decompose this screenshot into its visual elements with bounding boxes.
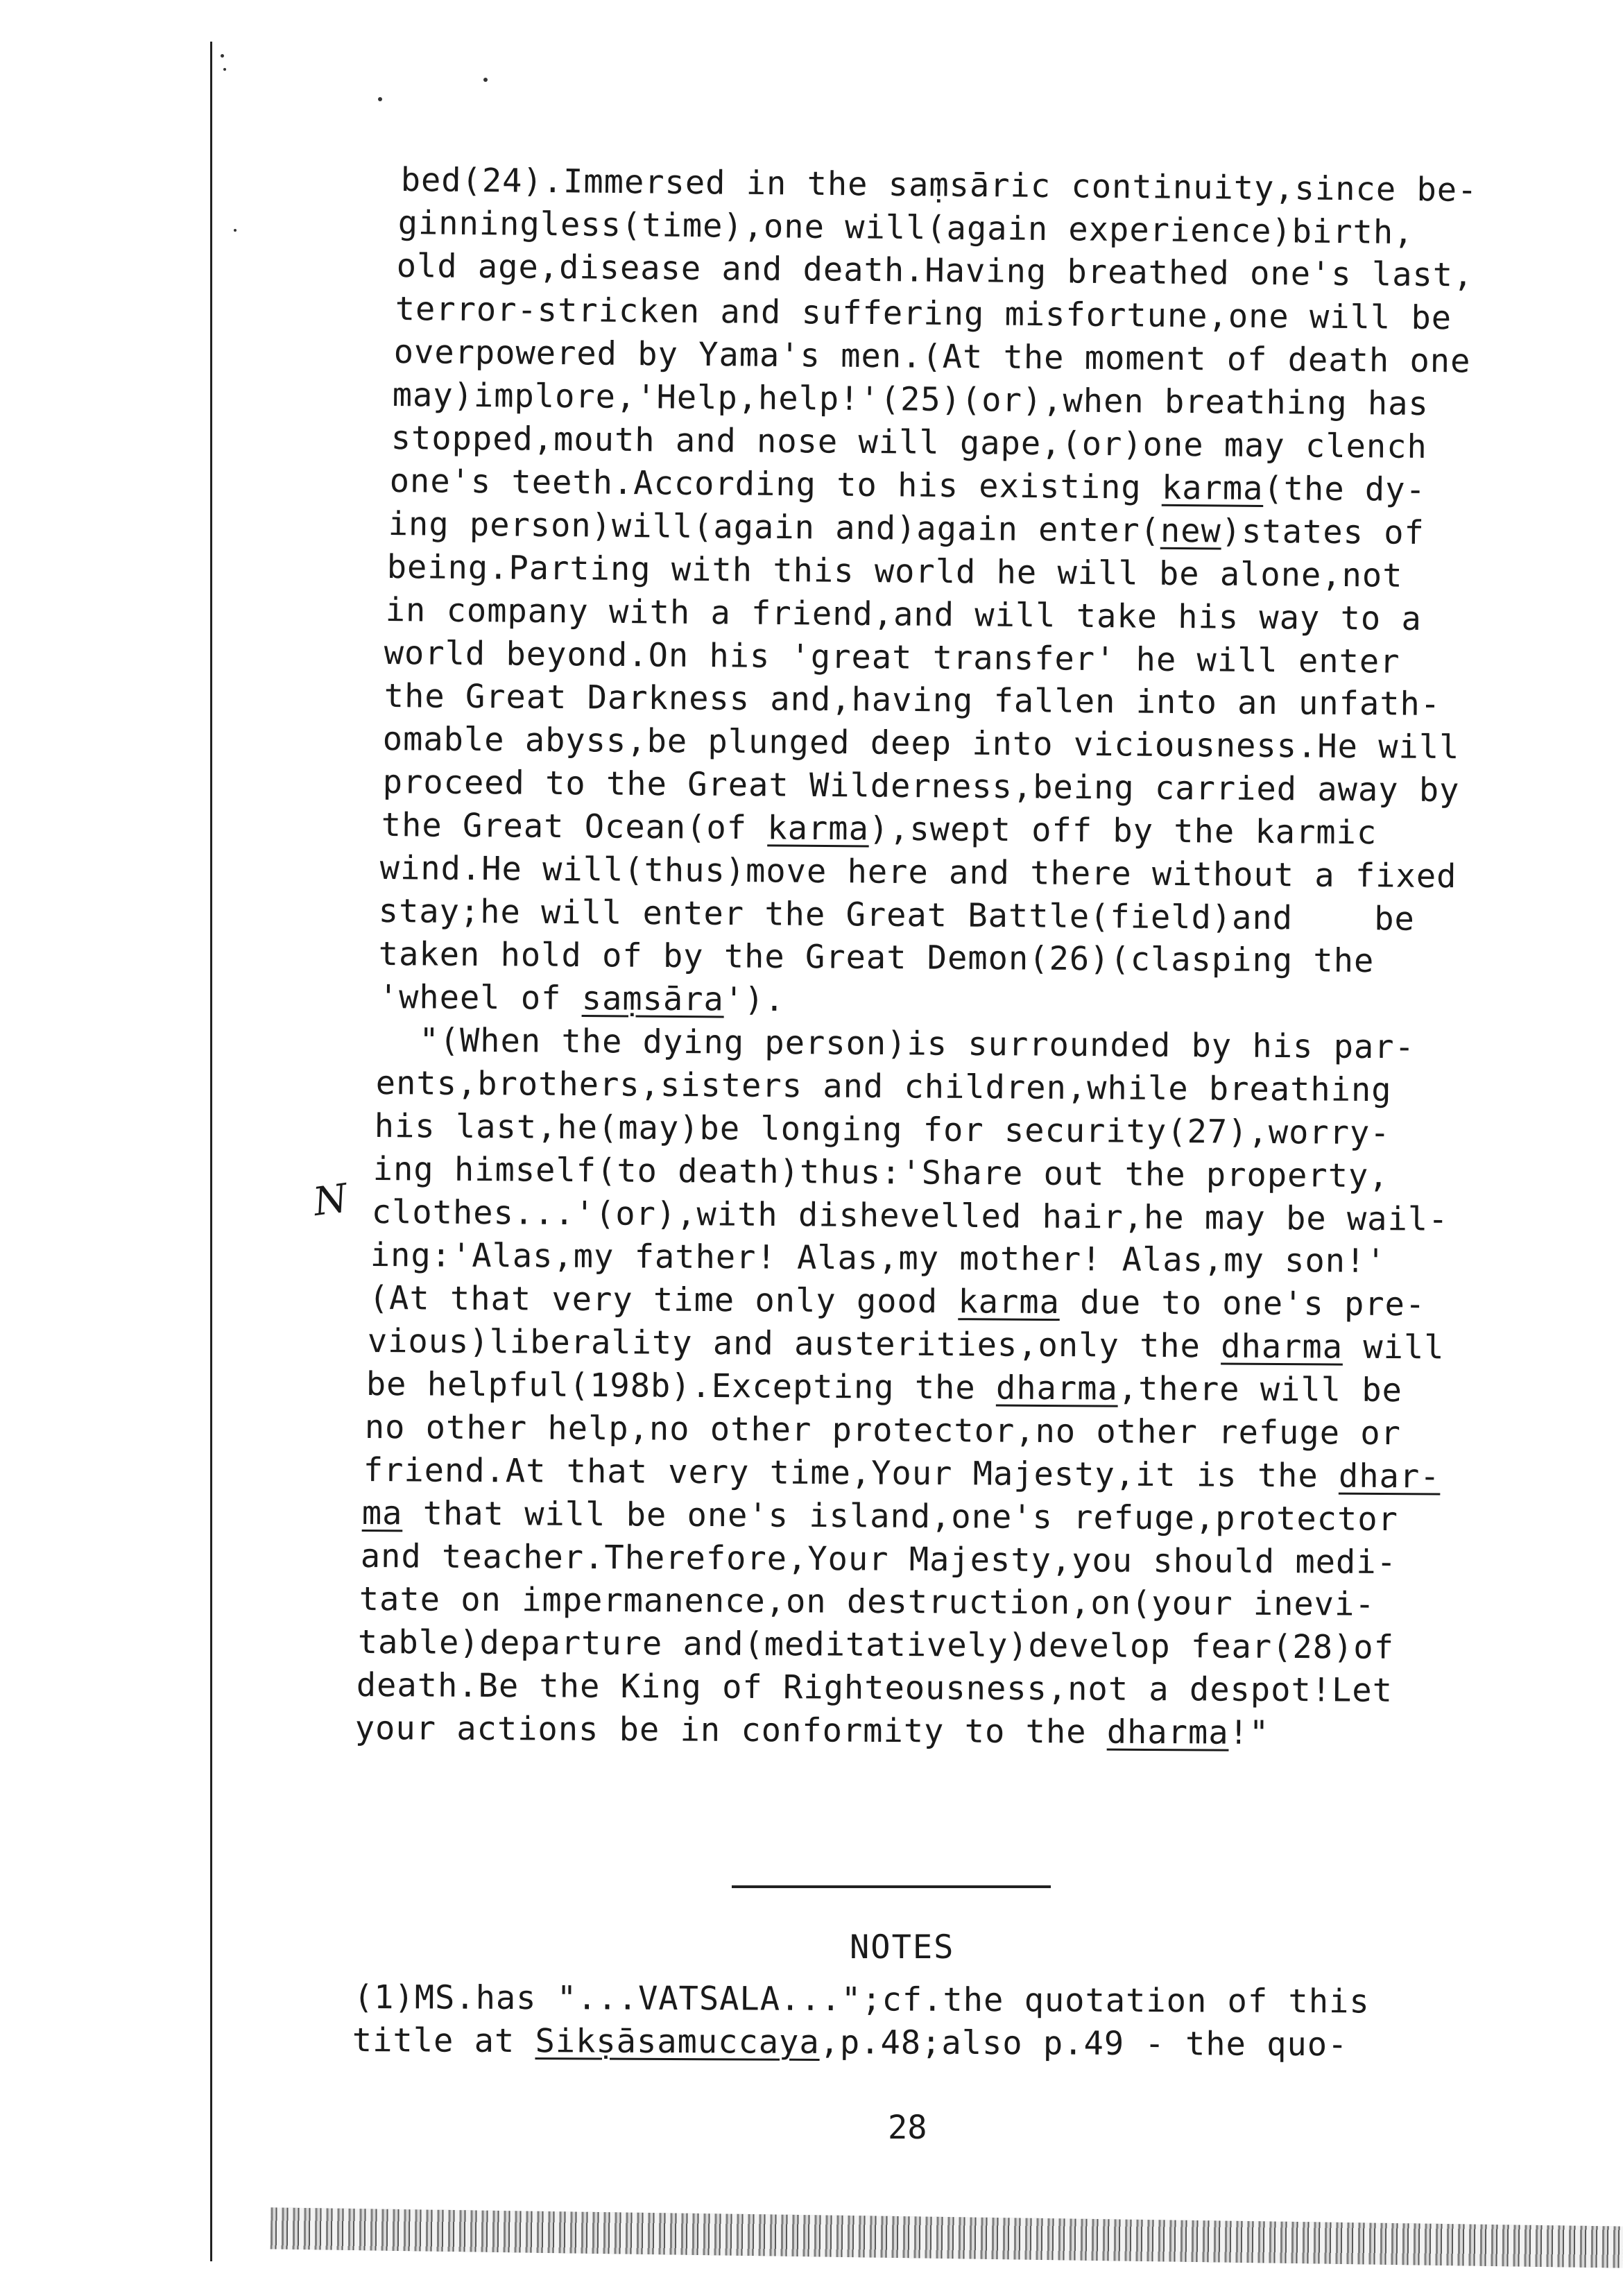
body-text-line: friend.At that very time,Your Majesty,it is the dhar- — [363, 1451, 1441, 1496]
body-text-line: be helpful(198b).Excepting the dharma,there will be — [366, 1365, 1403, 1410]
body-text-line: taken hold of by the Great Demon(26)(clasping the — [378, 935, 1375, 981]
body-text-line: terror-stricken and suffering misfortune,one will be — [395, 289, 1452, 338]
body-text-line: tate on impermanence,on destruction,on(your inevi- — [359, 1580, 1375, 1624]
body-text-line: one's teeth.According to his existing karma(the dy- — [389, 461, 1427, 510]
body-text-line: ing himself(to death)thus:'Share out the property, — [372, 1150, 1389, 1196]
body-text-line: the Great Darkness and,having fallen into an unfath- — [384, 676, 1441, 723]
page-number: 28 — [888, 2109, 927, 2147]
note-line: title at Sikṣāsamuccaya,p.48;also p.49 - the quo- — [352, 2021, 1348, 2064]
body-text-line: (At that very time only good karma due to one's pre- — [368, 1279, 1426, 1324]
margin-annotation: N — [310, 1175, 351, 1226]
body-text-line: ma that will be one's island,one's refuge,protector — [361, 1494, 1399, 1539]
body-text-line: ing:'Alas,my father! Alas,my mother! Alas,my son!' — [370, 1236, 1386, 1280]
body-text-line: omable abyss,be plunged deep into viciousness.He will — [382, 719, 1460, 767]
underlined-term: karma — [767, 809, 870, 848]
underlined-term: karma — [958, 1283, 1060, 1322]
underlined-term: dharma — [1106, 1713, 1229, 1752]
body-text-line: stay;he will enter the Great Battle(field)and be — [378, 891, 1416, 939]
body-text-line: ents,brothers,sisters and children,while breathing — [375, 1064, 1392, 1110]
underlined-term: saṃsāra — [581, 979, 725, 1019]
body-text-line: stopped,mouth and nose will gape,(or)one may clench — [390, 418, 1428, 467]
body-text-line: old age,disease and death.Having breathed one's last, — [396, 246, 1474, 295]
body-text-line: in company with a friend,and will take his way to a — [385, 590, 1423, 639]
underlined-term: karma — [1161, 468, 1264, 508]
body-text-line: clothes...'(or),with dishevelled hair,he may be wail- — [371, 1193, 1449, 1239]
body-text-line: the Great Ocean(of karma),swept off by the karmic — [381, 805, 1377, 853]
body-text-line: and teacher.Therefore,Your Majesty,you should medi- — [360, 1537, 1398, 1582]
body-text-line: bed(24).Immersed in the saṃsāric continuity,since be- — [400, 160, 1478, 209]
underlined-term: dharma — [1221, 1327, 1343, 1367]
body-text-line: wind.He will(thus)move here and there without a fixed — [379, 848, 1457, 896]
underlined-term: dharma — [995, 1369, 1118, 1408]
note-line: (1)MS.has "...VATSALA...";cf.the quotation of this — [353, 1978, 1370, 2021]
body-text-line: ing person)will(again and)again enter(new)states of — [388, 504, 1425, 553]
body-text-line: "(When the dying person)is surrounded by his par- — [378, 1021, 1416, 1067]
body-text-line: table)departure and(meditatively)develop fear(28)of — [357, 1623, 1395, 1667]
underlined-term: dhar- — [1338, 1457, 1441, 1496]
body-text-line: world beyond.On his 'great transfer' he will enter — [384, 633, 1400, 681]
body-text-line: proceed to the Great Wilderness,being carried away by — [382, 762, 1460, 810]
body-text-line: may)implore,'Help,help!'(25)(or),when breathing has — [392, 375, 1429, 424]
body-text-line: your actions be in conformity to the dharma!" — [354, 1709, 1270, 1752]
underlined-term: ma — [361, 1494, 403, 1533]
body-text-line: no other help,no other protector,no other refuge or — [364, 1408, 1402, 1453]
underlined-term: Sikṣāsamuccaya — [535, 2022, 820, 2062]
body-text-line: 'wheel of saṃsāra'). — [378, 978, 785, 1020]
body-text-line: vious)liberality and austerities,only the dharma will — [367, 1322, 1445, 1367]
underlined-term: new — [1160, 511, 1222, 551]
body-text-line: overpowered by Yama's men.(At the moment of death one — [393, 332, 1471, 381]
body-text-line: being.Parting with this world he will be alone,not — [386, 547, 1403, 595]
body-text-line: his last,he(may)be longing for security(27),worry- — [374, 1107, 1391, 1153]
body-text-line: death.Be the King of Righteousness,not a despot!Let — [356, 1666, 1393, 1710]
notes-heading: NOTES — [850, 1928, 955, 1967]
body-text-line: ginningless(time),one will(again experience)birth, — [397, 203, 1414, 252]
